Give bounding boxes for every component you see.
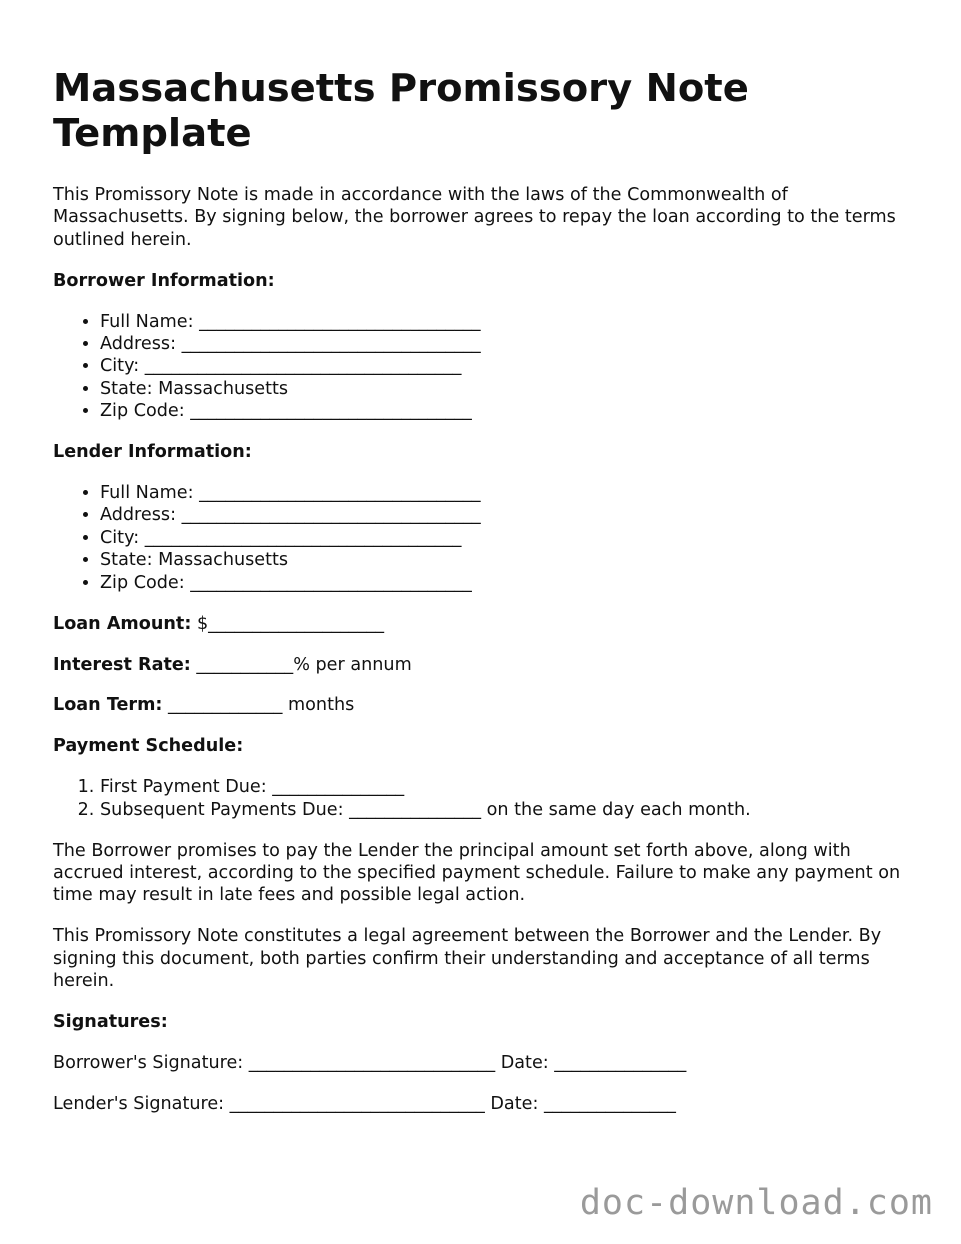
lender-info-list (53, 482, 923, 594)
loan-term-label: Loan Term: (53, 695, 163, 716)
lender-signature-line: Lender's Signature: _____________________________ Date: _______________ (53, 1093, 676, 1114)
lender-heading: Lender Information: (53, 442, 252, 463)
interest-rate-line (53, 654, 923, 676)
watermark: doc-download.com (579, 1183, 933, 1223)
loan-amount-line (53, 613, 923, 635)
borrower-state: • State: Massachusetts (100, 378, 923, 400)
document-title: Massachusetts Promissory Note Template (53, 66, 749, 156)
borrower-full-name: • Full Name: ________________________________ (100, 311, 923, 333)
borrower-heading: Borrower Information: (53, 270, 275, 291)
borrower-info-list (53, 311, 923, 423)
lender-zip: • Zip Code: ________________________________ (100, 572, 923, 594)
loan-amount-label: Loan Amount: (53, 613, 192, 634)
first-payment-due: 1. First Payment Due: _______________ (100, 776, 923, 798)
borrower-address: • Address: __________________________________ (100, 333, 923, 355)
lender-address: • Address: __________________________________ (100, 504, 923, 526)
loan-amount-value: $____________________ (191, 613, 385, 634)
interest-rate-value: ___________% per annum (190, 654, 412, 675)
signatures-heading: Signatures: (53, 1011, 168, 1032)
lender-city: • City: ____________________________________ (100, 527, 923, 549)
lender-state: • State: Massachusetts (100, 549, 923, 571)
document-page (53, 66, 923, 1134)
loan-term-value: _____________ months (162, 695, 355, 716)
borrower-signature-line: Borrower's Signature: ____________________________ Date: _______________ (53, 1052, 687, 1073)
lender-full-name: • Full Name: ________________________________ (100, 482, 923, 504)
obligation-paragraph: The Borrower promises to pay the Lender the principal amount set forth above, along with accrued interest, according to the specified payment schedule. Failure to make any payment on time may result in late fees and possible legal action. (53, 840, 901, 906)
borrower-zip: • Zip Code: ________________________________ (100, 400, 923, 422)
agreement-paragraph: This Promissory Note constitutes a legal agreement between the Borrower and the Lender. By signing this document, both parties confirm their understanding and acceptance of all terms herein. (53, 926, 882, 992)
interest-rate-label: Interest Rate: (53, 654, 191, 675)
loan-term-line (53, 694, 923, 716)
subsequent-payments-due: 2. Subsequent Payments Due: _______________ on the same day each month. (100, 799, 923, 821)
payment-schedule-list (53, 776, 923, 821)
borrower-city: • City: ____________________________________ (100, 355, 923, 377)
intro-paragraph: This Promissory Note is made in accordance with the laws of the Commonwealth of Massachusetts. By signing below, the borrower agrees to repay the loan according to the terms outlined herein. (53, 185, 896, 250)
payment-schedule-heading: Payment Schedule: (53, 736, 244, 757)
